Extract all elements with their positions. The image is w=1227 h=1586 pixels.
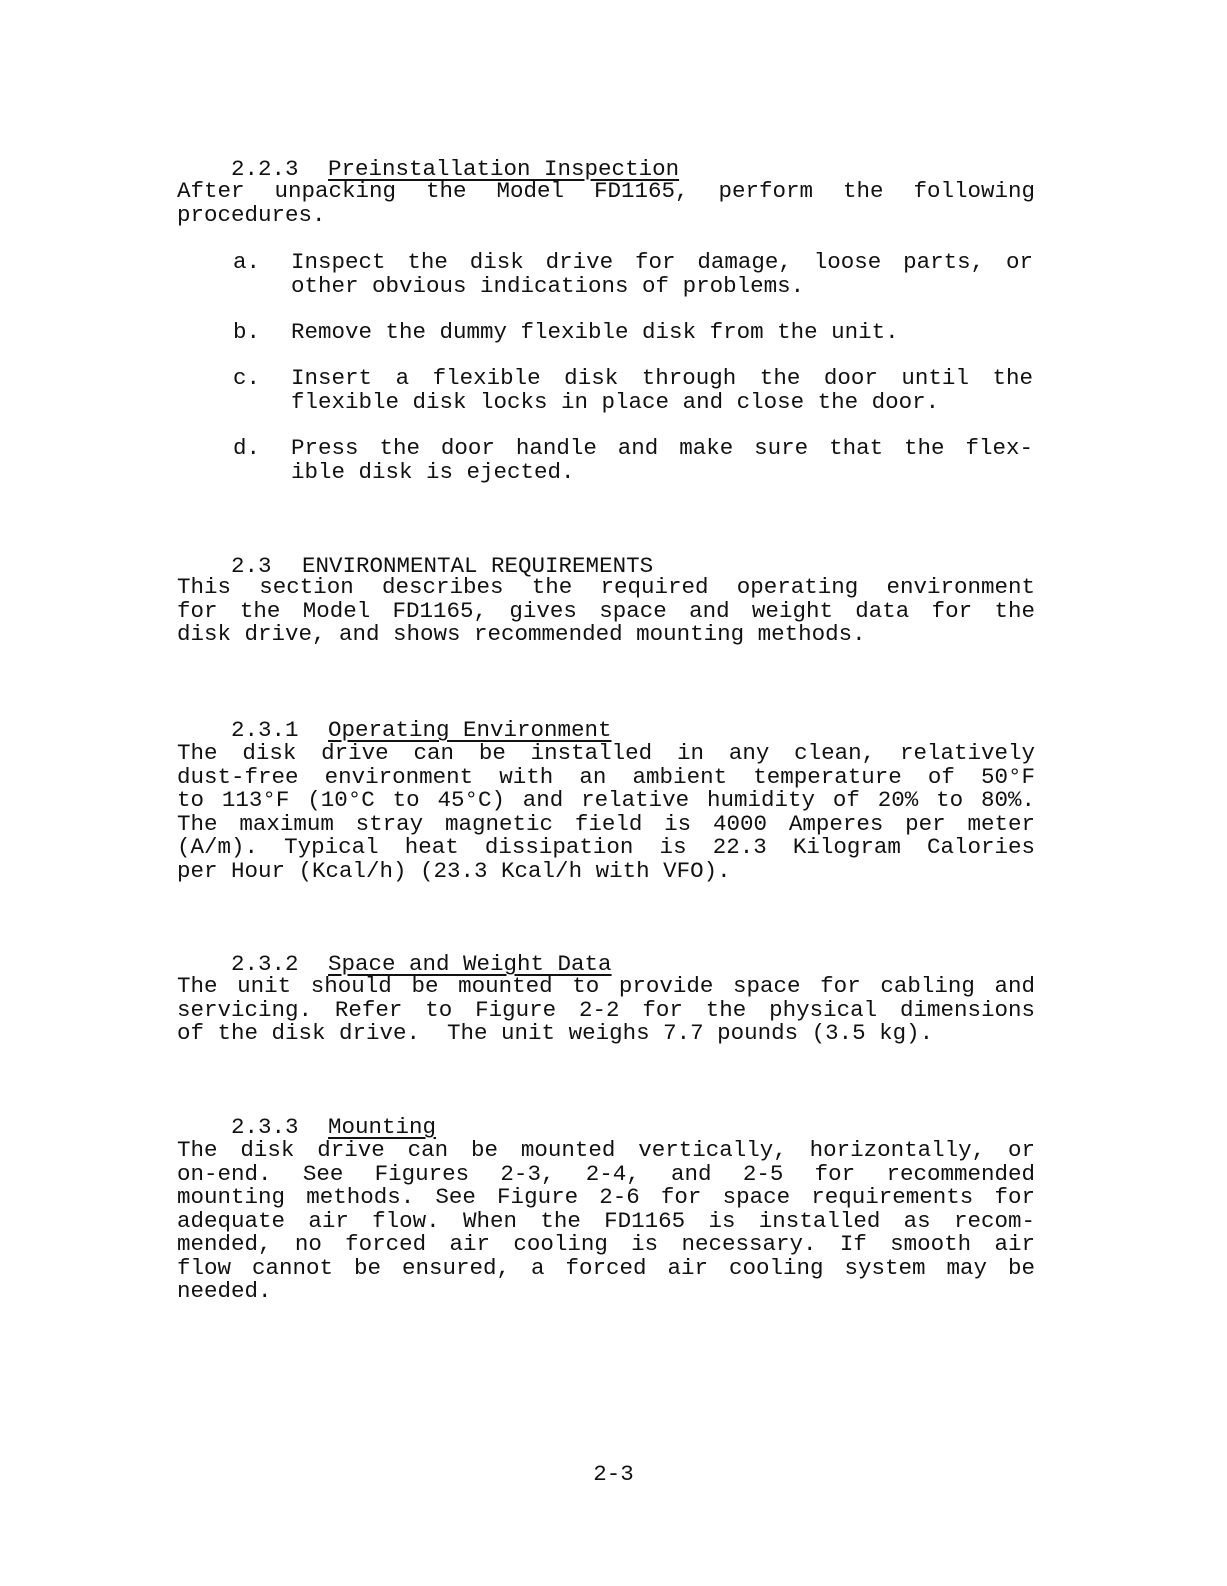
text-line: The disk drive can be installed in any clean, relatively <box>177 740 1035 766</box>
paragraph-mounting <box>177 1139 1035 1304</box>
text-line: for the Model FD1165, gives space and weight data for the <box>177 597 1035 624</box>
paragraph-environmental <box>177 576 1035 647</box>
list-item-c <box>233 366 1033 414</box>
list-label: d. <box>233 435 261 461</box>
text-line: on-end. See Figures 2-3, 2-4, and 2-5 for recommended <box>177 1160 1035 1187</box>
paragraph-operating-environment <box>177 742 1035 883</box>
page-number: 2-3 <box>593 1461 634 1487</box>
text-line: mended, no forced air cooling is necessary. If smooth air <box>177 1231 1035 1257</box>
text-line: After unpacking the Model FD1165, perform the following <box>177 178 1035 204</box>
section-number: 2.3.1 <box>231 717 299 743</box>
text-line: The unit should be mounted to provide space for cabling and <box>177 973 1035 999</box>
text-line: Press the door handle and make sure that the flex- <box>291 435 1033 461</box>
text-line: procedures. <box>177 201 326 228</box>
text-line: Remove the dummy flexible disk from the unit. <box>291 319 899 345</box>
text-line: servicing. Refer to Figure 2-2 for the physical dimensions <box>177 996 1035 1023</box>
list-label: a. <box>233 249 261 275</box>
text-line: per Hour (Kcal/h) (23.3 Kcal/h with VFO). <box>177 857 731 884</box>
text-line: adequate air flow. When the FD1165 is installed as recom- <box>177 1207 1035 1234</box>
list-label: c. <box>233 365 261 391</box>
text-line: mounting methods. See Figure 2-6 for space requirements for <box>177 1184 1035 1210</box>
text-line: The disk drive can be mounted vertically, horizontally, or <box>177 1137 1035 1163</box>
section-title: Operating Environment <box>328 717 612 743</box>
text-line: The maximum stray magnetic field is 4000 Amperes per meter <box>177 810 1035 837</box>
section-title: Mounting <box>328 1114 437 1140</box>
text-line: other obvious indications of problems. <box>291 273 805 299</box>
text-line: dust-free environment with an ambient temperature of 50°F <box>177 763 1035 790</box>
list-item-a <box>233 250 1033 298</box>
list-item-b <box>233 320 1033 344</box>
section-number: 2.3.3 <box>231 1114 299 1140</box>
paragraph-space-weight <box>177 975 1035 1046</box>
text-line: of the disk drive. The unit weighs 7.7 pounds (3.5 kg). <box>177 1020 934 1046</box>
list-item-d <box>233 436 1033 484</box>
list-label: b. <box>233 319 261 345</box>
section-title: Preinstallation Inspection <box>328 156 680 182</box>
section-title: ENVIRONMENTAL REQUIREMENTS <box>302 553 654 579</box>
section-title: Space and Weight Data <box>328 951 612 977</box>
text-line: ible disk is ejected. <box>291 459 575 485</box>
text-line: This section describes the required operating environment <box>177 574 1035 600</box>
text-line: disk drive, and shows recommended mounting methods. <box>177 621 866 647</box>
text-line: to 113°F (10°C to 45°C) and relative humidity of 20% to 80%. <box>177 787 1035 813</box>
section-number: 2.3.2 <box>231 951 299 977</box>
text-line: (A/m). Typical heat dissipation is 22.3 Kilogram Calories <box>177 834 1035 860</box>
section-number: 2.2.3 <box>231 156 299 182</box>
text-line: needed. <box>177 1278 272 1304</box>
text-line: flow cannot be ensured, a forced air cooling system may be <box>177 1254 1035 1281</box>
text-line: Inspect the disk drive for damage, loose parts, or <box>291 249 1033 275</box>
section-number: 2.3 <box>231 553 272 579</box>
text-line: flexible disk locks in place and close the door. <box>291 389 940 415</box>
paragraph-intro <box>177 180 1035 227</box>
text-line: Insert a flexible disk through the door until the <box>291 365 1033 391</box>
